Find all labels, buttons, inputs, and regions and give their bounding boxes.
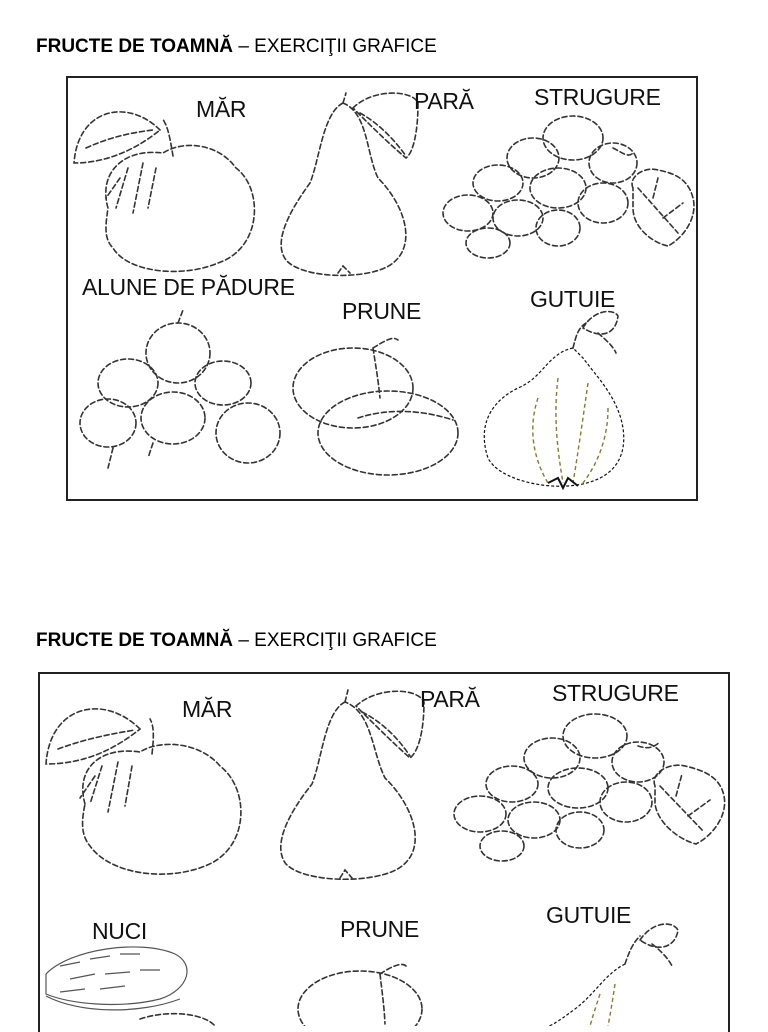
label-quince: GUTUIE xyxy=(530,286,616,312)
plums-icon xyxy=(293,338,458,475)
label-plums: PRUNE xyxy=(342,298,422,324)
worksheet-2-panel xyxy=(38,672,730,1032)
label-pear: PARĂ xyxy=(414,88,474,114)
worksheet-2-title xyxy=(36,630,437,652)
grapes-icon xyxy=(454,714,725,861)
apple-icon xyxy=(74,112,254,272)
worksheet-1-title-rest: – EXERCIŢII GRAFICE xyxy=(233,36,437,57)
label-hazelnuts: ALUNE DE PĂDURE xyxy=(82,274,295,300)
label-grapes: STRUGURE xyxy=(534,84,661,110)
quince-icon xyxy=(548,924,678,1026)
label-apple: MĂR xyxy=(182,696,233,722)
label-quince: GUTUIE xyxy=(546,902,632,928)
label-plums: PRUNE xyxy=(340,916,420,942)
worksheet-1-panel xyxy=(66,76,698,501)
quince-icon xyxy=(484,312,624,488)
grapes-icon xyxy=(443,116,694,258)
pear-icon xyxy=(281,93,418,275)
worksheet-1-title-bold: FRUCTE DE TOAMNĂ xyxy=(36,36,234,57)
worksheet-1-title xyxy=(36,36,437,58)
worksheet-2-drawings xyxy=(40,674,728,1026)
worksheet-2-title-rest: – EXERCIŢII GRAFICE xyxy=(233,630,437,651)
label-grapes: STRUGURE xyxy=(552,680,679,706)
hazelnuts-icon xyxy=(80,310,280,468)
label-walnuts: NUCI xyxy=(92,918,148,944)
label-pear: PARĂ xyxy=(420,686,480,712)
label-apple: MĂR xyxy=(196,96,247,122)
walnut-icon xyxy=(46,947,215,1026)
apple-icon xyxy=(46,709,241,874)
worksheet-2-title-bold: FRUCTE DE TOAMNĂ xyxy=(36,630,234,651)
plums-icon xyxy=(298,964,422,1026)
pear-icon xyxy=(281,690,424,879)
